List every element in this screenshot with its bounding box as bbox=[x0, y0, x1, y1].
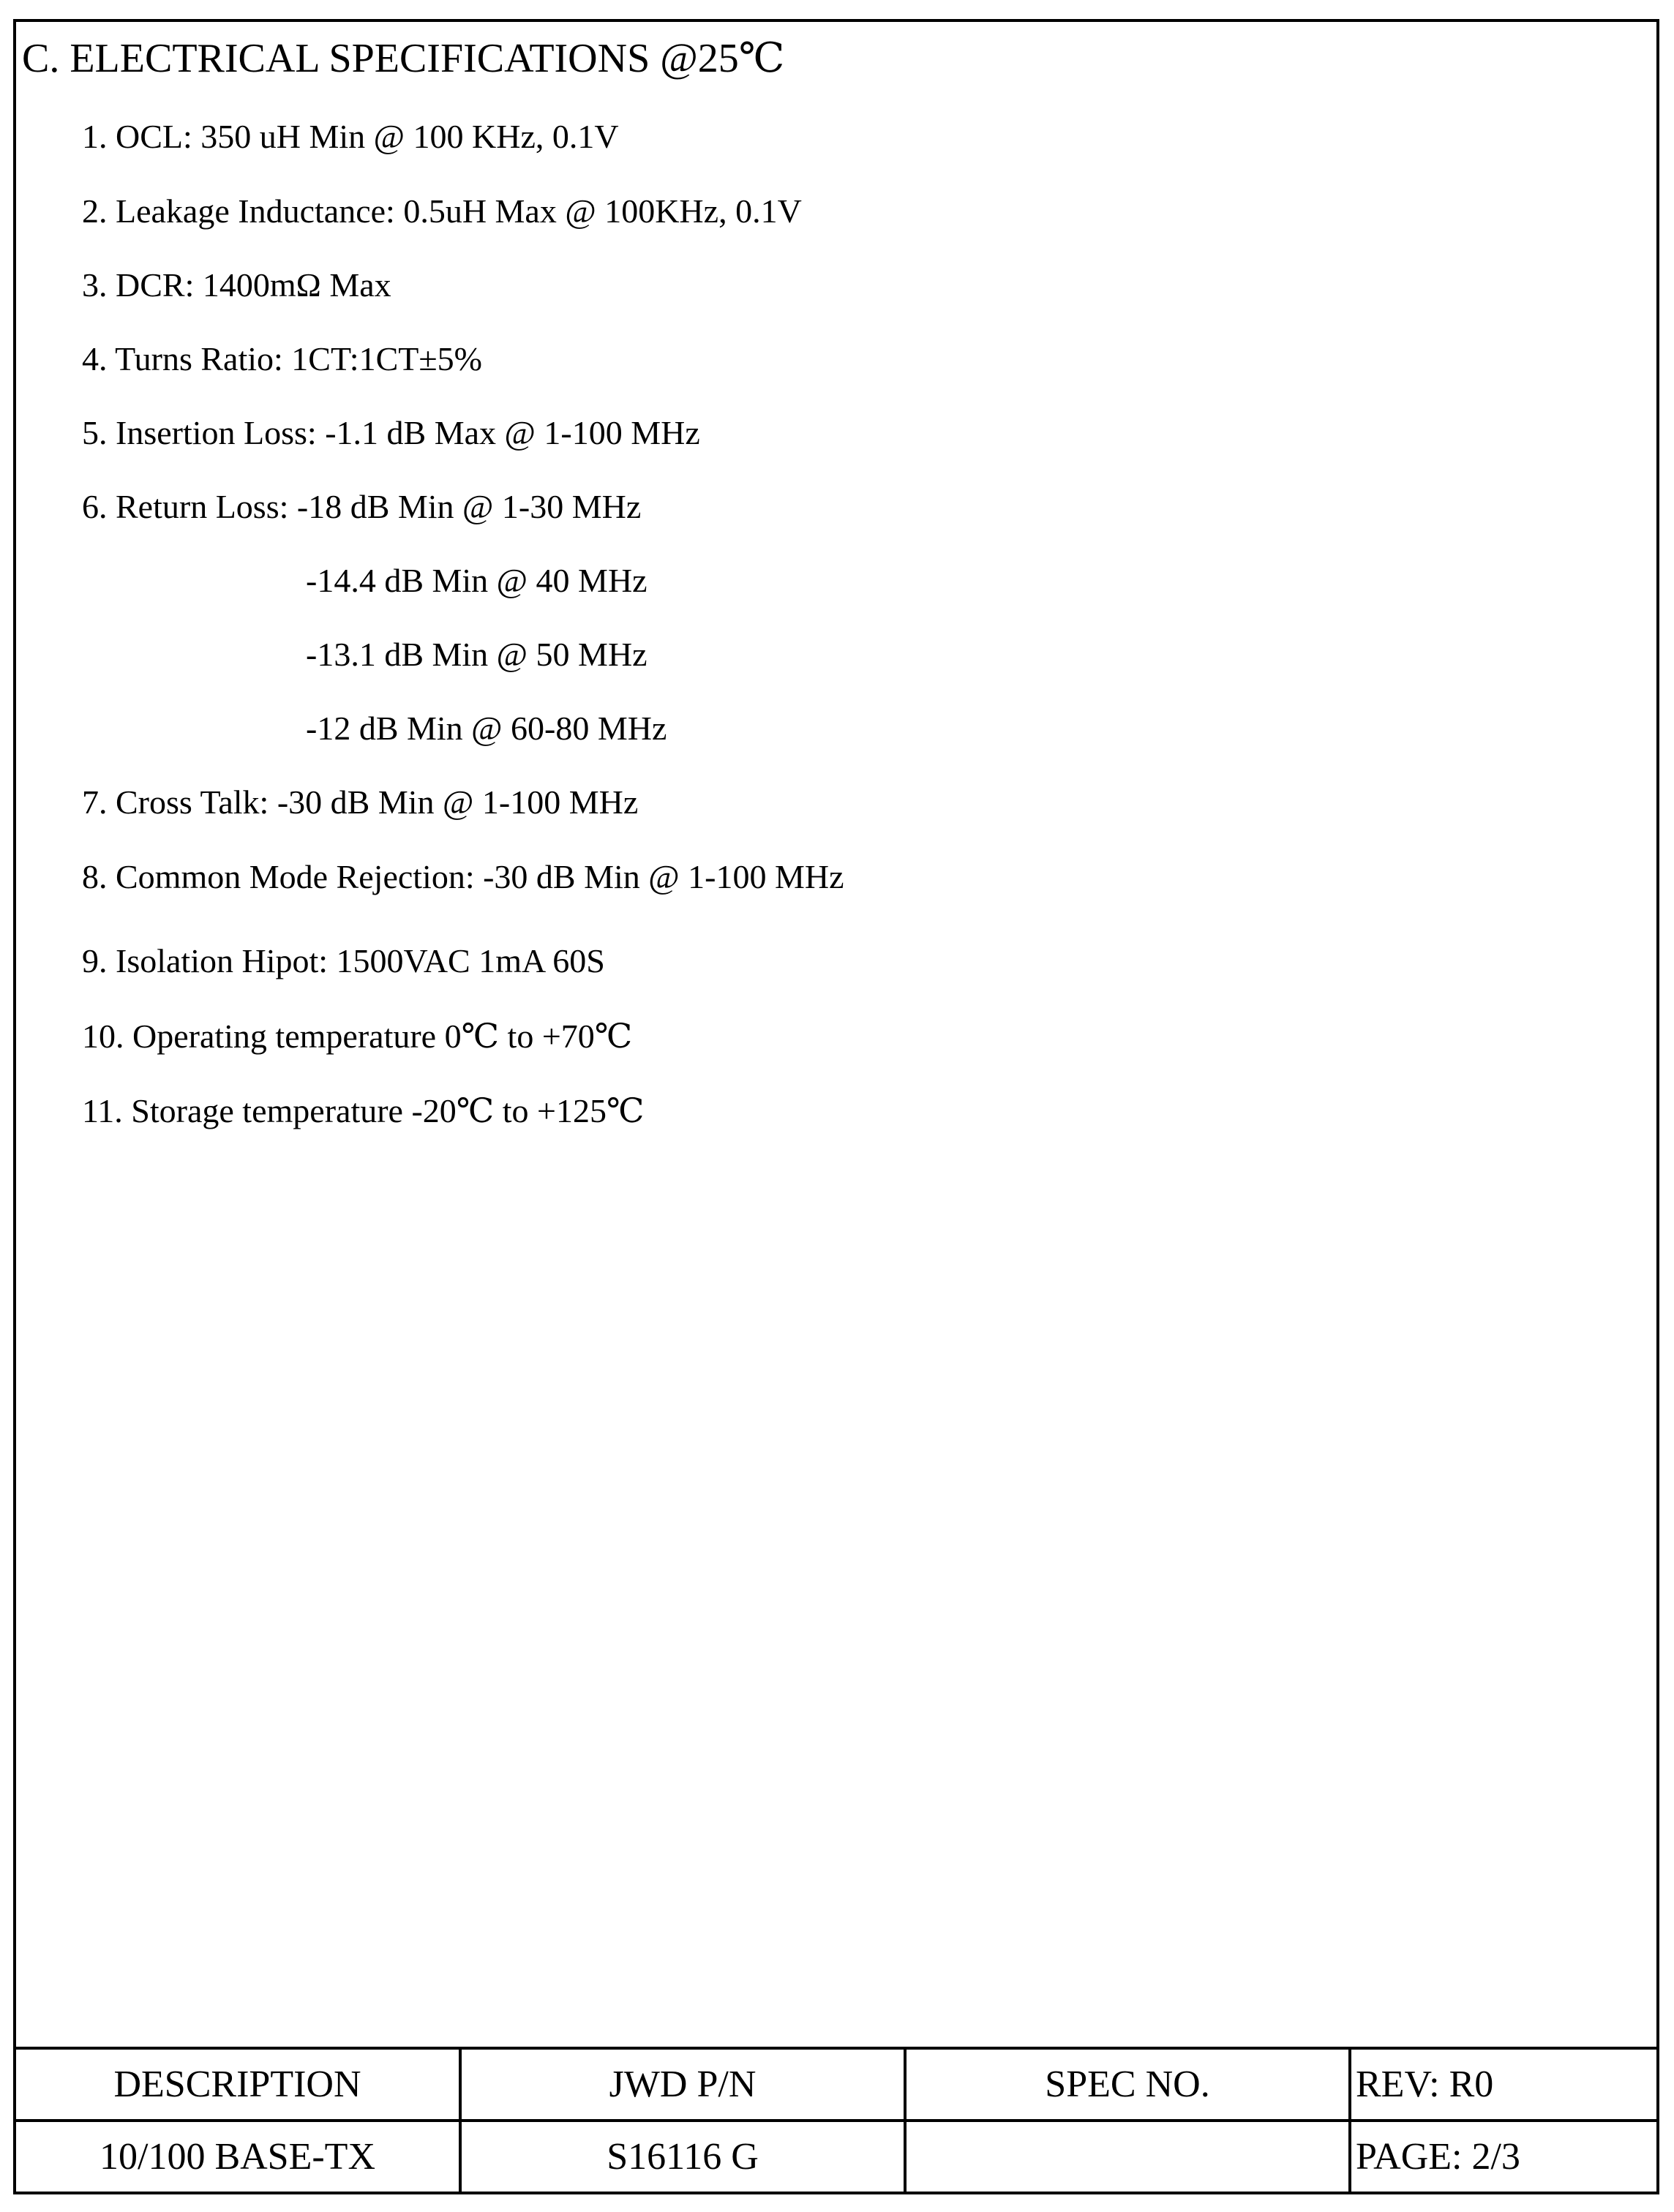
spec-ocl: 1. OCL: 350 uH Min @ 100 KHz, 0.1V bbox=[82, 118, 619, 155]
part-number-value: S16116 G bbox=[460, 2121, 905, 2192]
description-value: 10/100 BASE-TX bbox=[16, 2121, 460, 2192]
spec-return-loss-50mhz: -13.1 dB Min @ 50 MHz bbox=[306, 636, 648, 673]
spec-return-loss: 6. Return Loss: -18 dB Min @ 1-30 MHz bbox=[82, 488, 642, 525]
title-block-header-row bbox=[16, 2048, 1656, 2121]
spec-number-header: SPEC NO. bbox=[905, 2048, 1350, 2121]
spec-isolation-hipot: 9. Isolation Hipot: 1500VAC 1mA 60S bbox=[82, 942, 605, 979]
spec-leakage-inductance: 2. Leakage Inductance: 0.5uH Max @ 100KHz, 0.1V bbox=[82, 192, 802, 230]
spec-storage-temperature: 11. Storage temperature -20℃ to +125℃ bbox=[82, 1092, 645, 1129]
description-header: DESCRIPTION bbox=[16, 2048, 460, 2121]
revision-label: REV: R0 bbox=[1350, 2048, 1656, 2121]
spec-dcr: 3. DCR: 1400mΩ Max bbox=[82, 266, 391, 304]
spec-return-loss-40mhz: -14.4 dB Min @ 40 MHz bbox=[306, 562, 648, 599]
spec-insertion-loss: 5. Insertion Loss: -1.1 dB Max @ 1-100 MHz bbox=[82, 414, 700, 451]
section-title: C. ELECTRICAL SPECIFICATIONS @25℃ bbox=[22, 36, 785, 81]
page-frame bbox=[13, 19, 1659, 2194]
title-block bbox=[16, 2047, 1656, 2192]
part-number-header: JWD P/N bbox=[460, 2048, 905, 2121]
spec-number-value bbox=[905, 2121, 1350, 2192]
spec-operating-temperature: 10. Operating temperature 0℃ to +70℃ bbox=[82, 1017, 633, 1055]
spec-common-mode-rejection: 8. Common Mode Rejection: -30 dB Min @ 1-100 MHz bbox=[82, 858, 844, 895]
spec-return-loss-60-80mhz: -12 dB Min @ 60-80 MHz bbox=[306, 710, 667, 747]
page-number: PAGE: 2/3 bbox=[1350, 2121, 1656, 2192]
spec-turns-ratio: 4. Turns Ratio: 1CT:1CT±5% bbox=[82, 340, 482, 377]
title-block-value-row bbox=[16, 2121, 1656, 2192]
spec-cross-talk: 7. Cross Talk: -30 dB Min @ 1-100 MHz bbox=[82, 783, 639, 821]
